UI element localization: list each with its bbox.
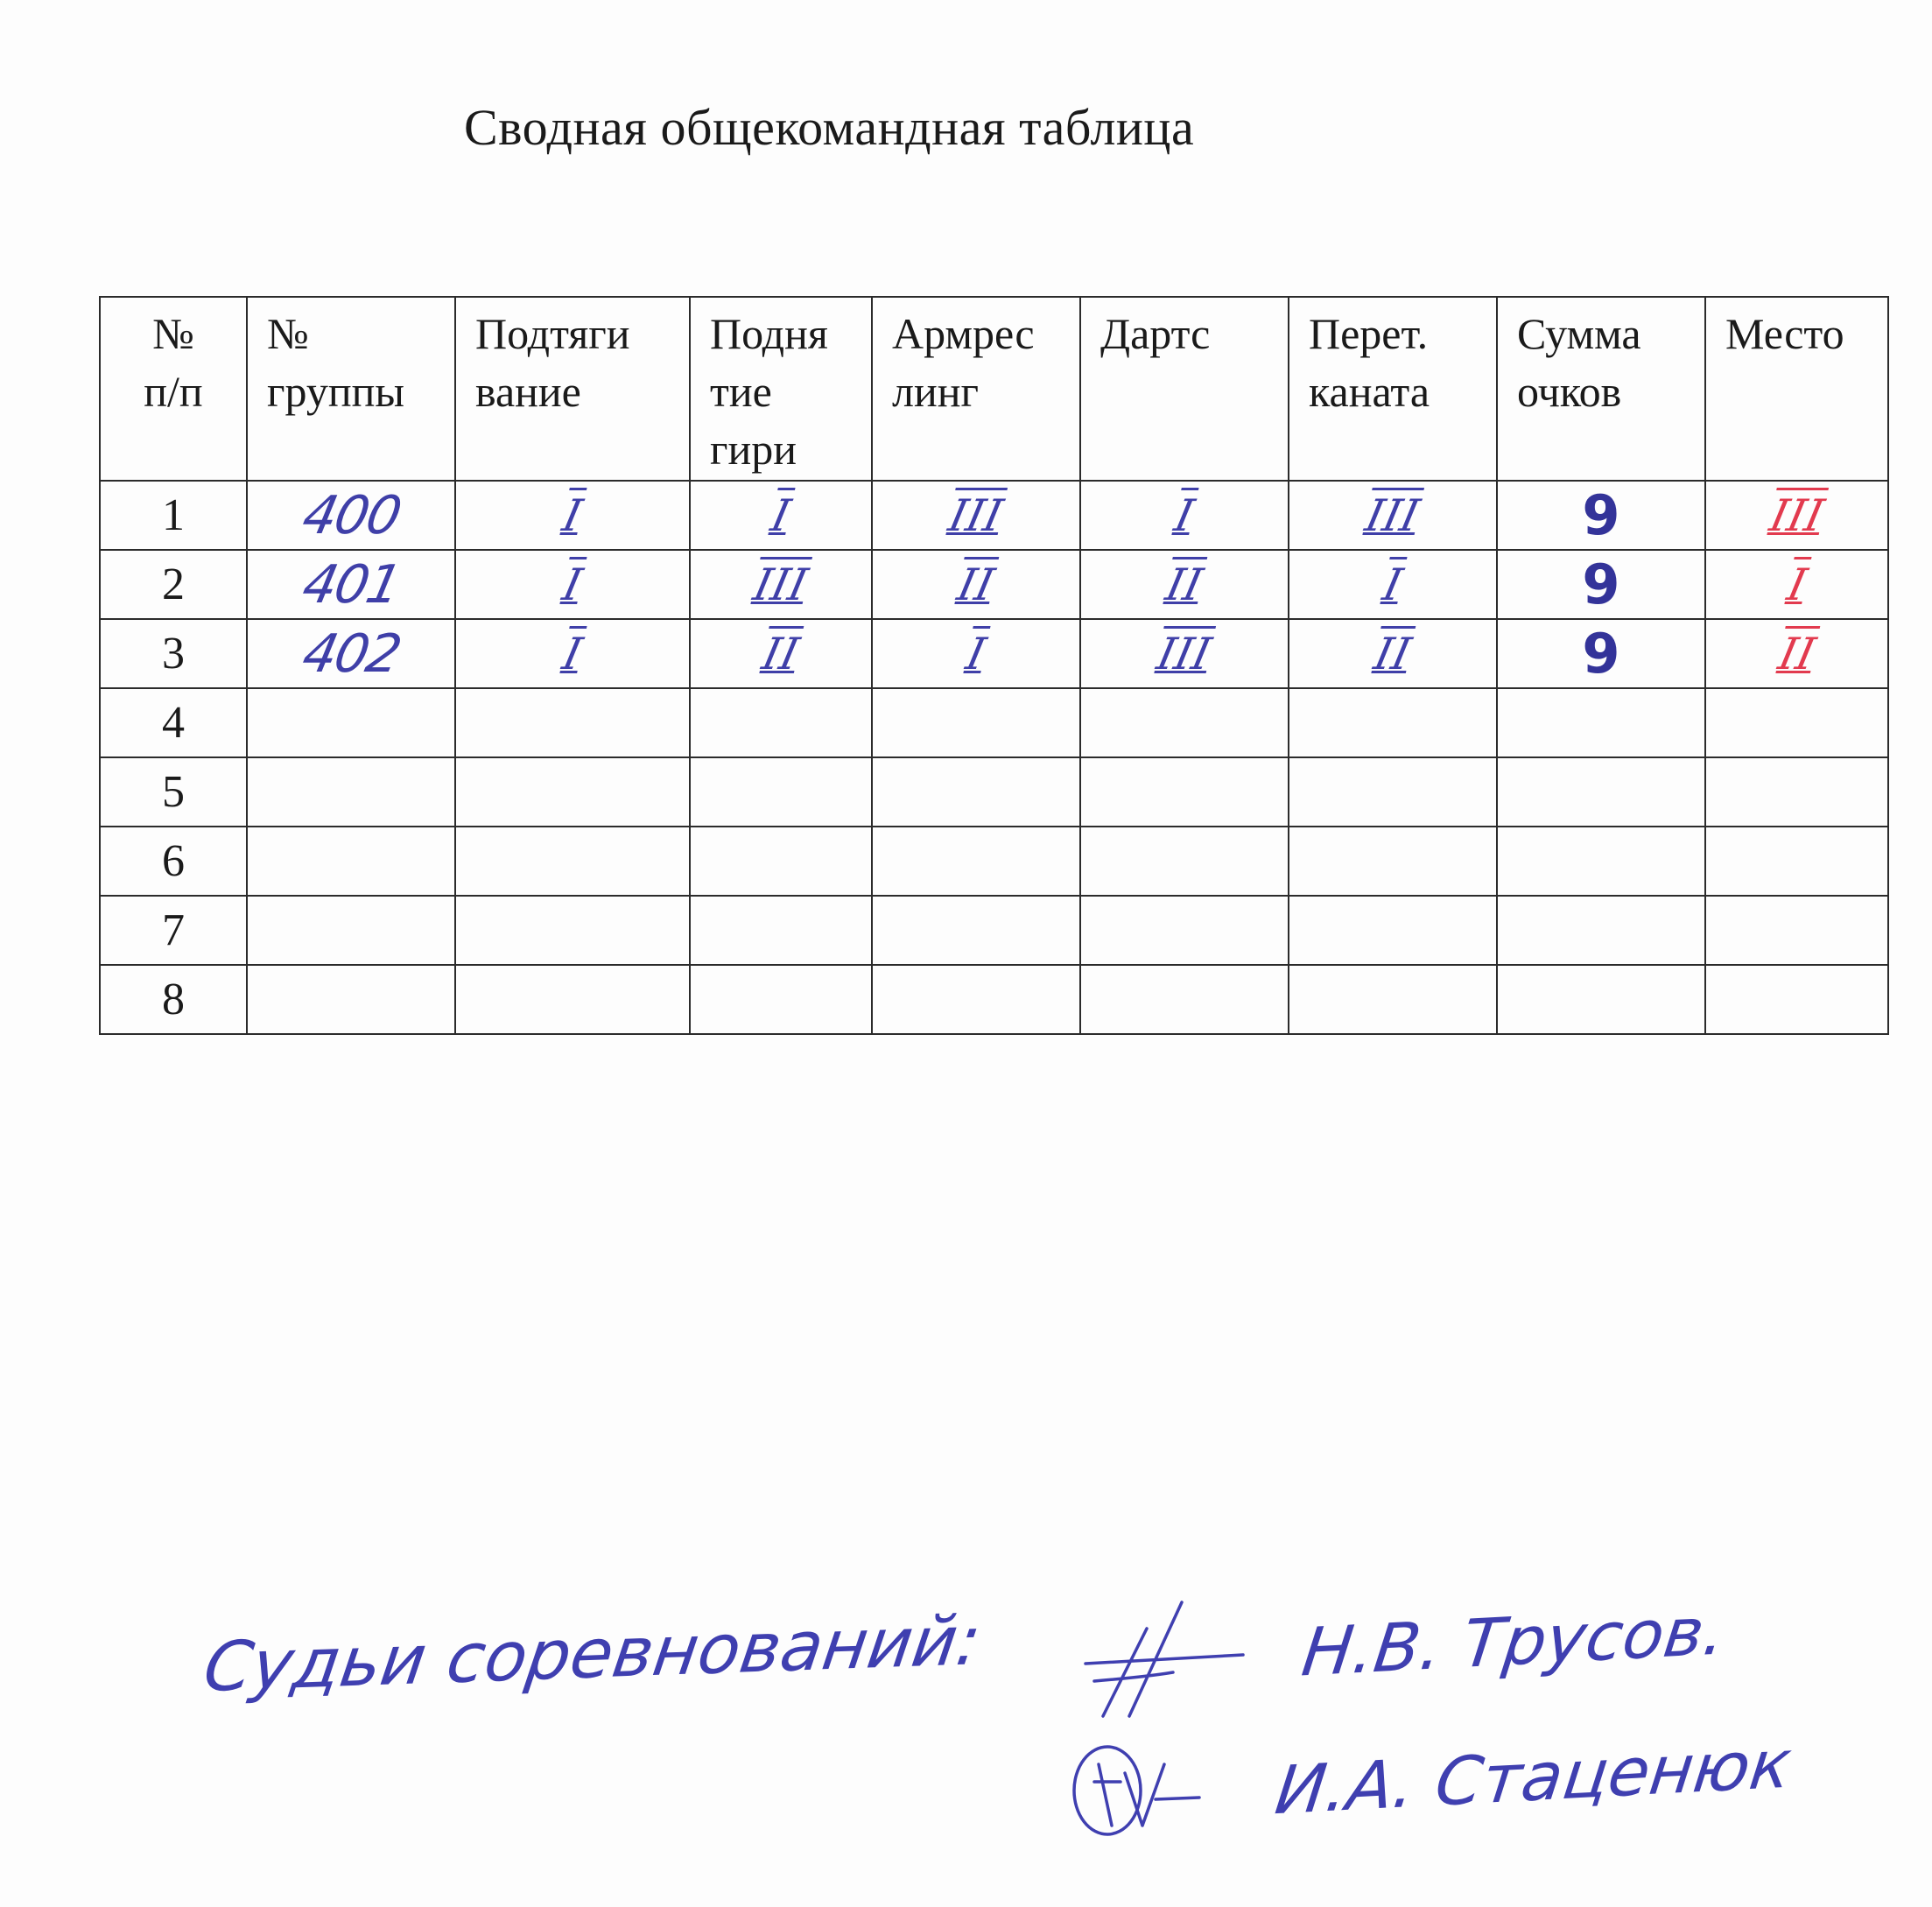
cell-armwrestling <box>872 481 1080 550</box>
cell-row-number: 3 <box>100 619 247 688</box>
handwritten-group: 401 <box>297 553 405 616</box>
judges-label: Судьи соревнований: <box>199 1601 987 1707</box>
cell-row-number: 6 <box>100 827 247 896</box>
cell-pullups <box>455 965 690 1034</box>
handwritten-pullups: I <box>558 628 587 679</box>
judge-name-second: И.А. Стаценюк <box>1271 1724 1796 1830</box>
handwritten-place: III <box>1765 489 1829 541</box>
handwritten-kettlebell: III <box>749 559 812 610</box>
cell-armwrestling <box>872 550 1080 619</box>
cell-darts <box>1080 550 1289 619</box>
handwritten-armwrestling: II <box>953 559 999 610</box>
handwritten-total: 9 <box>1582 552 1620 616</box>
table-row <box>100 688 1888 757</box>
cell-place <box>1705 896 1888 965</box>
cell-row-number: 1 <box>100 481 247 550</box>
cell-group <box>247 965 455 1034</box>
handwritten-armwrestling: III <box>945 489 1008 541</box>
cell-tug-of-war <box>1289 827 1497 896</box>
cell-armwrestling <box>872 827 1080 896</box>
cell-group <box>247 481 455 550</box>
cell-tug-of-war <box>1289 619 1497 688</box>
cell-armwrestling <box>872 965 1080 1034</box>
cell-total <box>1497 481 1705 550</box>
handwritten-place: I <box>1782 559 1811 610</box>
cell-place <box>1705 965 1888 1034</box>
header-kettlebell: Подня тие гири <box>690 297 872 481</box>
cell-total <box>1497 619 1705 688</box>
cell-pullups <box>455 827 690 896</box>
cell-total <box>1497 688 1705 757</box>
cell-kettlebell <box>690 965 872 1034</box>
cell-armwrestling <box>872 619 1080 688</box>
handwritten-tug-of-war: II <box>1370 628 1416 679</box>
handwritten-darts: I <box>1170 489 1199 541</box>
cell-darts <box>1080 757 1289 827</box>
cell-tug-of-war <box>1289 481 1497 550</box>
cell-kettlebell <box>690 550 872 619</box>
header-tug-of-war: Перет. каната <box>1289 297 1497 481</box>
cell-tug-of-war <box>1289 550 1497 619</box>
cell-row-number: 8 <box>100 965 247 1034</box>
cell-total <box>1497 965 1705 1034</box>
header-row-number: № п/п <box>100 297 247 481</box>
cell-kettlebell <box>690 619 872 688</box>
summary-table <box>99 296 1889 1035</box>
judge-name-first: Н.В. Трусов. <box>1297 1591 1731 1692</box>
handwritten-total: 9 <box>1582 622 1620 686</box>
cell-darts <box>1080 481 1289 550</box>
cell-kettlebell <box>690 688 872 757</box>
cell-darts <box>1080 965 1289 1034</box>
cell-tug-of-war <box>1289 896 1497 965</box>
header-group-number: № группы <box>247 297 455 481</box>
cell-pullups <box>455 619 690 688</box>
handwritten-armwrestling: I <box>961 628 991 679</box>
cell-row-number: 2 <box>100 550 247 619</box>
cell-place <box>1705 757 1888 827</box>
page-title: Сводная общекомандная таблица <box>464 99 1195 156</box>
cell-pullups <box>455 481 690 550</box>
table-row <box>100 481 1888 550</box>
cell-group <box>247 827 455 896</box>
handwritten-kettlebell: I <box>766 489 796 541</box>
handwritten-kettlebell: II <box>758 628 804 679</box>
cell-armwrestling <box>872 757 1080 827</box>
cell-tug-of-war <box>1289 688 1497 757</box>
table-row <box>100 827 1888 896</box>
cell-kettlebell <box>690 757 872 827</box>
handwritten-pullups: I <box>558 559 587 610</box>
handwritten-pullups: I <box>558 489 587 541</box>
cell-total <box>1497 550 1705 619</box>
cell-darts <box>1080 896 1289 965</box>
cell-place <box>1705 550 1888 619</box>
table-body <box>100 481 1888 1034</box>
cell-place <box>1705 688 1888 757</box>
cell-total <box>1497 827 1705 896</box>
handwritten-place: II <box>1774 628 1820 679</box>
table-row <box>100 550 1888 619</box>
table-row <box>100 757 1888 827</box>
cell-total <box>1497 896 1705 965</box>
header-pullups: Подтяги вание <box>455 297 690 481</box>
header-armwrestling: Армрес линг <box>872 297 1080 481</box>
cell-row-number: 4 <box>100 688 247 757</box>
table-row <box>100 896 1888 965</box>
cell-place <box>1705 827 1888 896</box>
handwritten-total: 9 <box>1582 483 1620 547</box>
cell-pullups <box>455 896 690 965</box>
cell-pullups <box>455 688 690 757</box>
handwritten-tug-of-war: I <box>1378 559 1408 610</box>
cell-pullups <box>455 757 690 827</box>
handwritten-tug-of-war: III <box>1361 489 1424 541</box>
cell-group <box>247 550 455 619</box>
cell-kettlebell <box>690 827 872 896</box>
handwritten-darts: III <box>1153 628 1216 679</box>
cell-darts <box>1080 619 1289 688</box>
cell-group <box>247 688 455 757</box>
cell-armwrestling <box>872 688 1080 757</box>
handwritten-group: 400 <box>297 484 405 546</box>
cell-tug-of-war <box>1289 965 1497 1034</box>
table-row <box>100 965 1888 1034</box>
header-row <box>100 297 1888 481</box>
cell-armwrestling <box>872 896 1080 965</box>
cell-kettlebell <box>690 481 872 550</box>
header-darts: Дартс <box>1080 297 1289 481</box>
signature-first <box>1068 1594 1261 1725</box>
cell-row-number: 5 <box>100 757 247 827</box>
header-total-points: Сумма очков <box>1497 297 1705 481</box>
cell-group <box>247 896 455 965</box>
header-place: Место <box>1705 297 1888 481</box>
handwritten-group: 402 <box>297 623 405 685</box>
cell-place <box>1705 481 1888 550</box>
signature-second <box>1059 1729 1217 1843</box>
handwritten-darts: II <box>1162 559 1207 610</box>
cell-pullups <box>455 550 690 619</box>
cell-group <box>247 757 455 827</box>
cell-row-number: 7 <box>100 896 247 965</box>
cell-kettlebell <box>690 896 872 965</box>
cell-total <box>1497 757 1705 827</box>
table-row <box>100 619 1888 688</box>
cell-tug-of-war <box>1289 757 1497 827</box>
cell-darts <box>1080 827 1289 896</box>
cell-group <box>247 619 455 688</box>
cell-place <box>1705 619 1888 688</box>
cell-darts <box>1080 688 1289 757</box>
